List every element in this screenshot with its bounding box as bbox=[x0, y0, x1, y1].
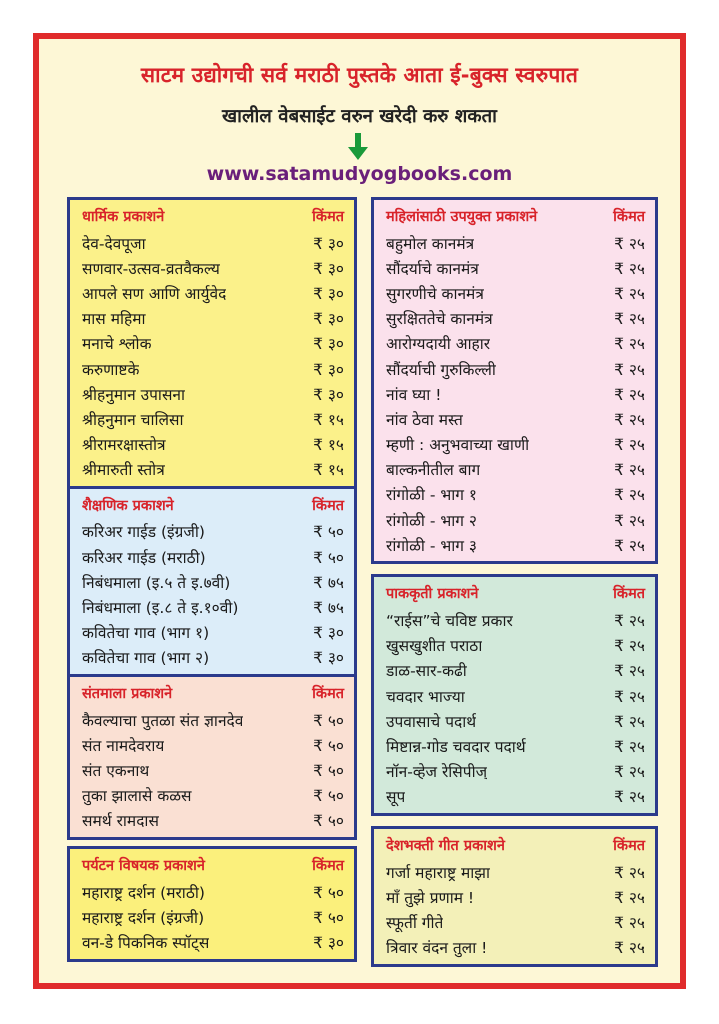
book-row bbox=[82, 280, 344, 305]
section-title: धार्मिक प्रकाशने bbox=[82, 209, 165, 225]
book-title: संत एकनाथ bbox=[82, 761, 150, 780]
book-title: निबंधमाला (इ.५ ते इ.७वी) bbox=[82, 573, 231, 592]
book-title: मास महिमा bbox=[82, 310, 146, 329]
book-price: ₹ ३० bbox=[313, 360, 344, 379]
book-row bbox=[386, 482, 645, 507]
right-column bbox=[371, 197, 658, 967]
book-price: ₹ ५० bbox=[313, 883, 344, 902]
book-row bbox=[82, 879, 344, 904]
book-row bbox=[82, 519, 344, 544]
book-title: स्फूर्ती गीते bbox=[386, 913, 444, 932]
book-title: संत नामदेवराय bbox=[82, 736, 165, 755]
book-price: ₹ २५ bbox=[614, 284, 645, 303]
book-title: रांगोळी - भाग १ bbox=[386, 486, 477, 505]
poster-subtitle: खालील वेबसाईट वरुन खरेदी करु शकता bbox=[222, 106, 497, 127]
book-price: ₹ ३० bbox=[313, 310, 344, 329]
book-price: ₹ २५ bbox=[614, 662, 645, 681]
book-title: सुगरणीचे कानमंत्र bbox=[386, 284, 484, 303]
book-title: करुणाष्टके bbox=[82, 360, 140, 379]
book-title: करिअर गाईड (इंग्रजी) bbox=[82, 523, 205, 542]
book-price: ₹ ३० bbox=[313, 385, 344, 404]
section-header bbox=[82, 491, 344, 519]
book-row bbox=[386, 457, 645, 482]
book-title: कैवल्याचा पुतळा संत ज्ञानदेव bbox=[82, 711, 244, 730]
section-title: पर्यटन विषयक प्रकाशने bbox=[82, 857, 205, 874]
book-row bbox=[82, 808, 344, 833]
book-price: ₹ ७५ bbox=[313, 573, 344, 592]
book-title: महाराष्ट्र दर्शन (इंग्रजी) bbox=[82, 908, 205, 927]
book-row bbox=[386, 306, 645, 331]
book-price: ₹ २५ bbox=[614, 763, 645, 782]
section-title: पाककृती प्रकाशने bbox=[386, 586, 479, 603]
book-price: ₹ २५ bbox=[614, 436, 645, 455]
book-row bbox=[386, 935, 645, 960]
book-row bbox=[82, 331, 344, 356]
book-price: ₹ २५ bbox=[614, 335, 645, 354]
book-title: नांव घ्या ! bbox=[386, 385, 442, 404]
price-column-label: किंमत bbox=[613, 586, 645, 603]
book-title: श्रीमारुती स्तोत्र bbox=[82, 461, 165, 480]
book-title: महाराष्ट्र दर्शन (मराठी) bbox=[82, 883, 205, 902]
book-title: बाल्कनीतील बाग bbox=[386, 461, 481, 480]
book-row bbox=[386, 658, 645, 683]
book-title: सौंदर्याची गुरुकिल्ली bbox=[386, 360, 496, 379]
book-price: ₹ ५० bbox=[313, 711, 344, 730]
section-header bbox=[386, 202, 645, 230]
book-price: ₹ २५ bbox=[614, 637, 645, 656]
section-dharmik bbox=[67, 197, 357, 489]
website-link[interactable]: www.satamudyogbooks.com bbox=[206, 163, 513, 185]
section-title: देशभक्ती गीत प्रकाशने bbox=[386, 837, 505, 854]
book-title: आरोग्यदायी आहार bbox=[386, 335, 491, 354]
book-title: उपवासाचे पदार्थ bbox=[386, 712, 477, 731]
book-price: ₹ २५ bbox=[614, 913, 645, 932]
book-price: ₹ ३० bbox=[313, 624, 344, 643]
book-row bbox=[82, 406, 344, 431]
book-row bbox=[82, 757, 344, 782]
book-row bbox=[82, 594, 344, 619]
book-price: ₹ २५ bbox=[614, 486, 645, 505]
book-price: ₹ २५ bbox=[614, 259, 645, 278]
book-price: ₹ २५ bbox=[614, 687, 645, 706]
price-column-label: किंमत bbox=[312, 209, 344, 225]
book-row bbox=[82, 381, 344, 406]
book-row bbox=[82, 732, 344, 757]
section-title: संतमाला प्रकाशने bbox=[82, 686, 173, 702]
section-header bbox=[82, 679, 344, 707]
book-row bbox=[386, 633, 645, 658]
book-price: ₹ ५० bbox=[313, 548, 344, 567]
book-row bbox=[386, 909, 645, 934]
book-price: ₹ २५ bbox=[614, 939, 645, 958]
book-title: नांव ठेवा मस्त bbox=[386, 410, 463, 429]
book-row bbox=[386, 406, 645, 431]
book-title: सूप bbox=[386, 788, 406, 807]
price-column-label: किंमत bbox=[613, 209, 645, 225]
book-row bbox=[82, 306, 344, 331]
book-title: रांगोळी - भाग ३ bbox=[386, 536, 477, 555]
section-shaikshanik bbox=[67, 489, 357, 677]
book-row bbox=[386, 607, 645, 632]
book-title: त्रिवार वंदन तुला ! bbox=[386, 939, 488, 958]
book-row bbox=[82, 707, 344, 732]
book-title: तुका झालासे कळस bbox=[82, 787, 192, 806]
book-title: मनाचे श्लोक bbox=[82, 335, 152, 354]
book-price: ₹ २५ bbox=[614, 788, 645, 807]
book-price: ₹ २५ bbox=[614, 737, 645, 756]
book-row bbox=[386, 381, 645, 406]
book-price: ₹ २५ bbox=[614, 712, 645, 731]
book-title: समर्थ रामदास bbox=[82, 812, 159, 831]
book-price: ₹ २५ bbox=[614, 310, 645, 329]
poster-frame bbox=[33, 33, 686, 989]
book-title: वन-डे पिकनिक स्पॉट्स bbox=[82, 933, 210, 952]
book-title: गर्जा महाराष्ट्र माझा bbox=[386, 863, 491, 882]
book-price: ₹ ५० bbox=[313, 523, 344, 542]
section-mahila bbox=[371, 197, 658, 564]
book-price: ₹ ५० bbox=[313, 761, 344, 780]
book-price: ₹ २५ bbox=[614, 461, 645, 480]
book-price: ₹ ३० bbox=[313, 259, 344, 278]
book-price: ₹ ७५ bbox=[313, 599, 344, 618]
book-price: ₹ २५ bbox=[614, 511, 645, 530]
book-title: देव-देवपूजा bbox=[82, 234, 146, 253]
book-price: ₹ ५० bbox=[313, 787, 344, 806]
book-price: ₹ ५० bbox=[313, 908, 344, 927]
book-title: कवितेचा गाव (भाग १) bbox=[82, 624, 210, 643]
book-row bbox=[82, 929, 344, 954]
book-title: श्रीरामरक्षास्तोत्र bbox=[82, 436, 166, 455]
book-title: सौंदर्याचे कानमंत्र bbox=[386, 259, 479, 278]
book-title: कवितेचा गाव (भाग २) bbox=[82, 649, 210, 668]
book-price: ₹ १५ bbox=[313, 461, 344, 480]
book-price: ₹ ३० bbox=[313, 933, 344, 952]
section-santmala bbox=[67, 677, 357, 840]
book-row bbox=[386, 884, 645, 909]
book-row bbox=[82, 569, 344, 594]
section-deshbhakti bbox=[371, 826, 658, 967]
book-price: ₹ २५ bbox=[614, 234, 645, 253]
book-row bbox=[82, 230, 344, 255]
book-price: ₹ २५ bbox=[614, 536, 645, 555]
section-title: शैक्षणिक प्रकाशने bbox=[82, 497, 174, 514]
book-price: ₹ २५ bbox=[614, 410, 645, 429]
book-row bbox=[386, 432, 645, 457]
book-title: श्रीहनुमान चालिसा bbox=[82, 410, 184, 429]
book-row bbox=[82, 544, 344, 569]
book-row bbox=[386, 708, 645, 733]
book-price: ₹ २५ bbox=[614, 612, 645, 631]
poster-title: साटम उद्योगची सर्व मराठी पुस्तके आता ई-बुक्स स्वरुपात bbox=[140, 63, 579, 87]
book-title: श्रीहनुमान उपासना bbox=[82, 385, 186, 404]
price-column-label: किंमत bbox=[312, 857, 344, 874]
book-price: ₹ ३० bbox=[313, 234, 344, 253]
section-header bbox=[386, 579, 645, 607]
book-row bbox=[386, 859, 645, 884]
book-row bbox=[386, 759, 645, 784]
book-row bbox=[82, 620, 344, 645]
section-pakkruti bbox=[371, 574, 658, 816]
book-price: ₹ ३० bbox=[313, 335, 344, 354]
book-title: करिअर गाईड (मराठी) bbox=[82, 548, 206, 567]
price-column-label: किंमत bbox=[312, 686, 344, 702]
book-title: चवदार भाज्या bbox=[386, 687, 465, 706]
book-row bbox=[386, 784, 645, 809]
section-paryatan bbox=[67, 846, 357, 962]
book-row bbox=[82, 645, 344, 670]
section-title: महिलांसाठी उपयुक्त प्रकाशने bbox=[386, 209, 538, 225]
book-title: नॉन-व्हेज रेसिपीज् bbox=[386, 763, 488, 782]
book-price: ₹ ३० bbox=[313, 649, 344, 668]
book-title: माँ तुझे प्रणाम ! bbox=[386, 888, 475, 907]
book-title: बहुमोल कानमंत्र bbox=[386, 234, 475, 253]
book-row bbox=[386, 356, 645, 381]
book-row bbox=[386, 230, 645, 255]
book-title: निबंधमाला (इ.८ ते इ.१०वी) bbox=[82, 599, 239, 618]
book-title: डाळ-सार-कढी bbox=[386, 662, 467, 681]
book-row bbox=[82, 457, 344, 482]
book-price: ₹ ५० bbox=[313, 812, 344, 831]
price-column-label: किंमत bbox=[613, 837, 645, 854]
book-row bbox=[82, 356, 344, 381]
book-row bbox=[386, 280, 645, 305]
book-price: ₹ १५ bbox=[313, 436, 344, 455]
book-row bbox=[386, 331, 645, 356]
book-price: ₹ १५ bbox=[313, 410, 344, 429]
book-row bbox=[386, 507, 645, 532]
book-row bbox=[386, 683, 645, 708]
book-price: ₹ ५० bbox=[313, 736, 344, 755]
book-title: म्हणी : अनुभवाच्या खाणी bbox=[386, 436, 530, 455]
price-column-label: किंमत bbox=[312, 497, 344, 514]
book-price: ₹ २५ bbox=[614, 385, 645, 404]
book-price: ₹ २५ bbox=[614, 863, 645, 882]
section-header bbox=[386, 831, 645, 859]
book-row bbox=[386, 255, 645, 280]
section-header bbox=[82, 202, 344, 230]
book-price: ₹ २५ bbox=[614, 360, 645, 379]
book-title: रांगोळी - भाग २ bbox=[386, 511, 477, 530]
left-column bbox=[67, 197, 357, 962]
book-row bbox=[82, 255, 344, 280]
book-row bbox=[386, 733, 645, 758]
book-price: ₹ ३० bbox=[313, 284, 344, 303]
down-arrow-icon bbox=[347, 133, 369, 161]
book-title: सुरक्षिततेचे कानमंत्र bbox=[386, 310, 493, 329]
book-row bbox=[82, 432, 344, 457]
book-row bbox=[82, 904, 344, 929]
book-row bbox=[386, 532, 645, 557]
book-title: सणवार-उत्सव-व्रतवैकल्य bbox=[82, 259, 220, 278]
book-price: ₹ २५ bbox=[614, 888, 645, 907]
book-title: आपले सण आणि आर्युवेद bbox=[82, 284, 227, 303]
book-title: मिष्टान्न-गोड चवदार पदार्थ bbox=[386, 737, 526, 756]
book-title: “राईस”चे चविष्ट प्रकार bbox=[386, 612, 513, 631]
section-header bbox=[82, 851, 344, 879]
book-row bbox=[82, 783, 344, 808]
book-title: खुसखुशीत पराठा bbox=[386, 637, 483, 656]
